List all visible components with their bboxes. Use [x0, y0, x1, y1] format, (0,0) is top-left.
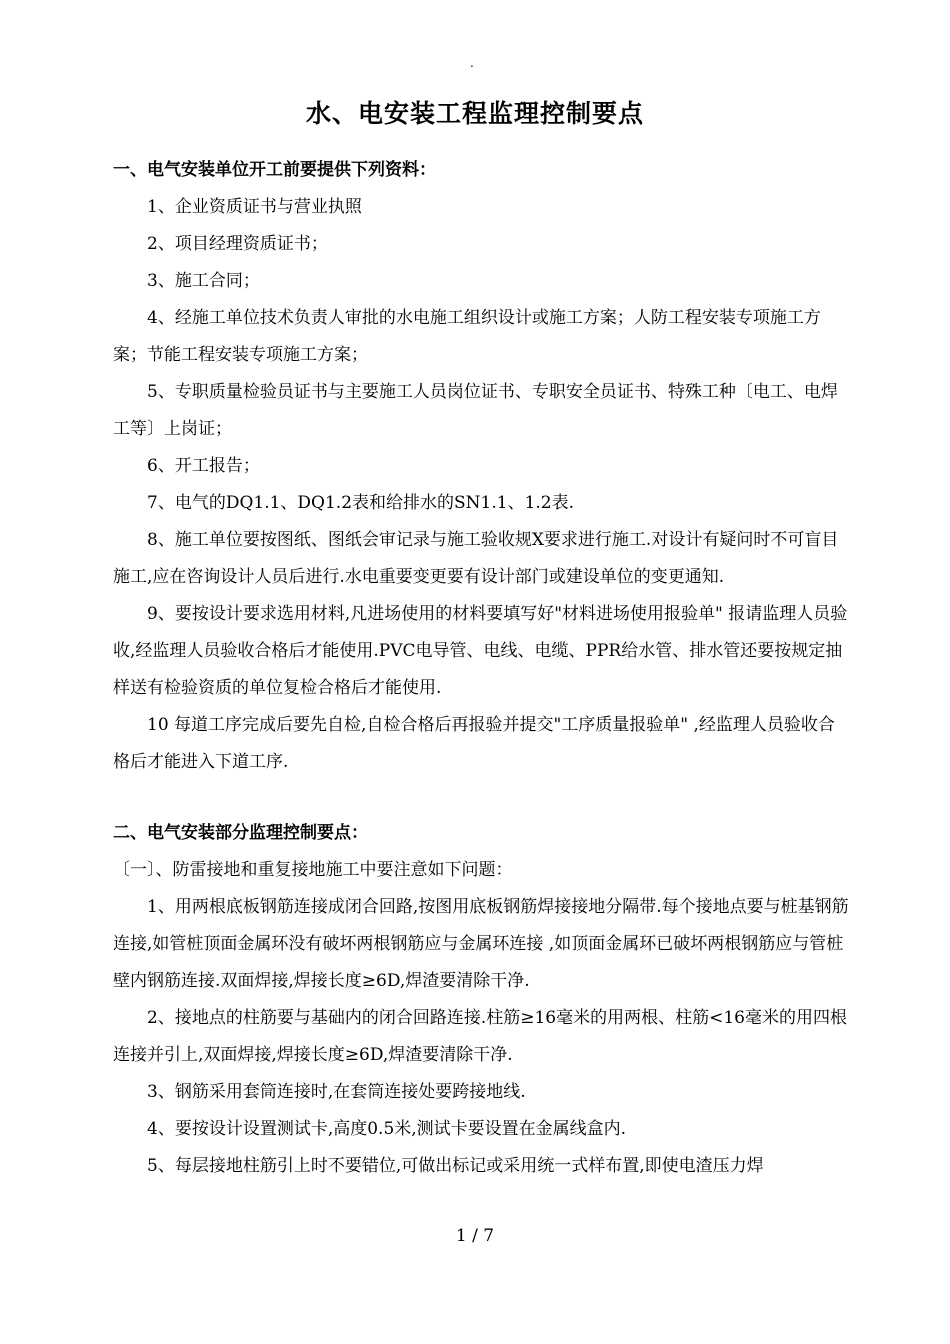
section-1-item-4: 4、经施工单位技术负责人审批的水电施工组织设计或施工方案；人防工程安装专项施工方案；节能工程安装专项施工方案；	[113, 308, 821, 365]
section-1-item-8: 8、施工单位要按图纸、图纸会审记录与施工验收规X要求进行施工.对设计有疑问时不可盲目施工,应在咨询设计人员后进行.水电重要变更要有设计部门或建设单位的变更通知.	[113, 530, 839, 587]
section-2-item-3: 3、钢筋采用套筒连接时,在套筒连接处要跨接地线.	[147, 1082, 526, 1102]
section-2-item-4: 4、要按设计设置测试卡,高度0.5米,测试卡要设置在金属线盒内.	[147, 1119, 627, 1139]
section-1-item-9: 9、要按设计要求选用材料,凡进场使用的材料要填写好"材料进场使用报验单" 报请监理人员验收,经监理人员验收合格后才能使用.PVC电导管、电线、电缆、PPR给水管、排水管还要按规定抽样送有检验资质的单位复检合格后才能使用.	[113, 604, 848, 698]
section-2-heading: 二、电气安装部分监理控制要点：	[113, 823, 368, 843]
section-1-item-3: 3、施工合同；	[147, 271, 260, 291]
section-1-item-10: 10 每道工序完成后要先自检,自检合格后再报验并提交"工序质量报验单" ,经监理人员验收合格后才能进入下道工序.	[113, 715, 835, 772]
section-1-item-2: 2、项目经理资质证书；	[147, 234, 328, 254]
section-1-item-5: 5、专职质量检验员证书与主要施工人员岗位证书、专职安全员证书、特殊工种〔电工、电焊工等〕上岗证；	[113, 382, 838, 439]
page-number: 1 / 7	[455, 1226, 495, 1246]
section-2-item-5: 5、每层接地柱筋引上时不要错位,可做出标记或采用统一式样布置,即使电渣压力焊	[147, 1156, 764, 1176]
section-2-item-1: 1、用两根底板钢筋连接成闭合回路,按图用底板钢筋焊接接地分隔带.每个接地点要与桩基钢筋连接,如管桩顶面金属环没有破坏两根钢筋应与金属环连接 ,如顶面金属环已破坏两根钢筋应与管桩壁内钢筋连接.双面焊接,焊接长度≥6D,焊渣要清除干净.	[113, 897, 849, 991]
section-spacer	[113, 781, 849, 815]
section-1-item-6: 6、开工报告；	[147, 456, 260, 476]
section-1-heading: 一、电气安装单位开工前要提供下列资料：	[113, 160, 436, 180]
section-1-item-1: 1、企业资质证书与营业执照	[147, 197, 362, 217]
section-2-item-2: 2、接地点的柱筋要与基础内的闭合回路连接.柱筋≥16毫米的用两根、柱筋<16毫米的用四根连接并引上,双面焊接,焊接长度≥6D,焊渣要清除干净.	[113, 1008, 847, 1065]
page-dot: .	[470, 56, 474, 70]
section-1-item-7: 7、电气的DQ1.1、DQ1.2表和给排水的SN1.1、1.2表.	[147, 493, 575, 513]
document-body	[113, 152, 849, 1185]
page-title: 水、电安装工程监理控制要点	[305, 99, 644, 128]
section-2-subheading: 〔一〕、防雷接地和重复接地施工中要注意如下问题：	[113, 860, 513, 880]
